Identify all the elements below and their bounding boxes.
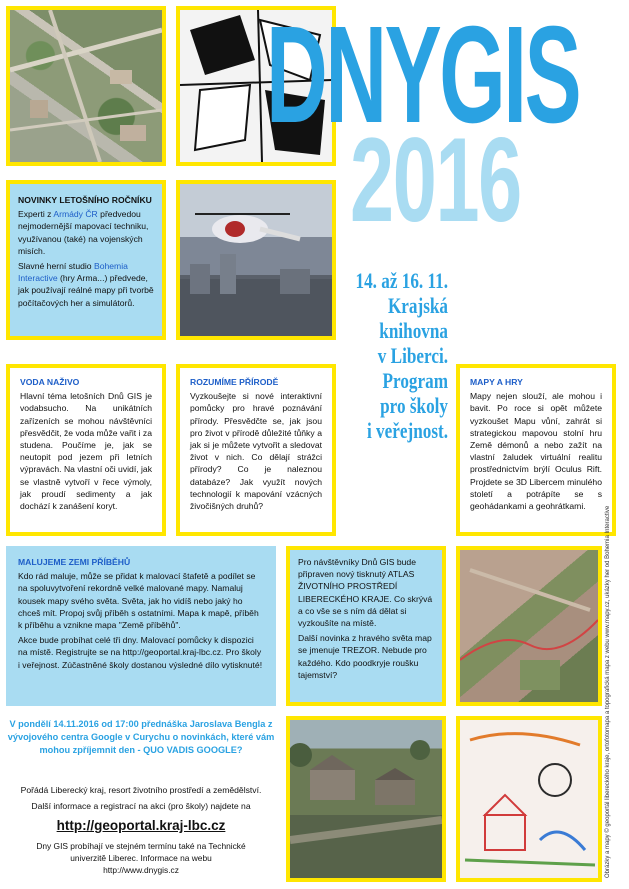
aerial-roads: [10, 10, 162, 162]
title-dnygis: DNYGIS: [266, 0, 580, 152]
malujeme-p1: Kdo rád maluje, může se přidat k malovací štafetě a podílet se na spoluvytvoření rekordně velké malované mapy. Namaluj kousek mapy svého světa. Světa, jak ho vidíš nebo jaký ho chceš mít. Propoj svůj příběh s ostatními. Mapa k mapě, příběh k příběhu a vznikne mapa "Země příběhů".: [18, 571, 259, 631]
game-shapes: [290, 720, 442, 878]
novinky-p2: [18, 260, 154, 309]
mapy-text: Mapy nejen slouží, ale mohou i bavit. Po roce si opět můžete vyzkoušet Mapu vůní, zahrát si strategickou mapovou stolní hru Země démonů a nebo zažít na vlastní žaludek virtuální realitu prostřednictvím brýlí Oculus Rift. Projdete se 3D Libercem minulého století a potrápíte se s geohádankami a geohrátkami.: [470, 391, 602, 512]
novinky-p2-pre: Slavné herní studio: [18, 261, 94, 272]
malujeme-p2: Akce bude probíhat celé tři dny. Malovací pomůcky k dispozici na místě. Registrujte se na http://geoportal.kraj-lbc.cz. Pro školy i veřejnost. Zúčastněné školy dostanou výsledné dílo vytisknuté!: [18, 635, 263, 670]
novinky-p2-post: (hry Arma...) předvede, jak používají reálné mapy při tvorbě počítačových her a simulátorů.: [18, 273, 154, 308]
side-note: [604, 505, 624, 878]
aerial-photo-city: [6, 6, 166, 166]
side-note-text: Obrázky a mapy © geoportál libereckého kraje, ortofotomapa a topografická mapa z webu www.mapy.cz, ukázky her od Bohemia Interactive: [605, 505, 611, 878]
novinky-p1-pre: Experti z: [18, 209, 54, 220]
mapy-heading: MAPY A HRY: [470, 377, 523, 387]
novinky-p1-post: předvedou nejmodernější mapovací techniku, využívanou (také) na vojenských misích.: [18, 209, 149, 256]
title-year: 2016: [350, 113, 521, 247]
event-line-4: Program: [382, 368, 448, 393]
mapy-card: [456, 364, 616, 536]
map-overlay-shapes: [460, 550, 598, 702]
armada-link[interactable]: Armády ČR: [53, 209, 98, 220]
game-screenshot: [286, 716, 446, 882]
malujeme-card: [6, 546, 276, 706]
bohemia-link[interactable]: Bohemia Interactive: [18, 261, 128, 284]
event-line-2: knihovna: [379, 318, 448, 343]
child-drawing: [456, 716, 602, 882]
event-line-3: v Liberci.: [377, 343, 448, 368]
drawing-shapes: [460, 720, 598, 878]
atlas-p2: Další novinka z hravého světa map se jmenuje TREZOR. Nebude pro každého. Kdo poodkryje roušku tajemství?: [298, 633, 432, 680]
novinky-heading: NOVINKY LETOŠNÍHO ROČNÍKU: [18, 195, 152, 205]
voda-text: Hlavní téma letošních Dnů GIS je vodabsucho. Na unikátních zařízeních se mohou návštěvníci přesvědčit, že voda může vařit i za studena. Poučíme je, jak se neutopit pod jezem při letních výpravách. Na vlastní oči uvidí, jak se vlastně vytvoří v řece výmoly, jak proudí sedimenty a jak dochází k zanášení koryt.: [20, 391, 152, 512]
rozumime-heading: ROZUMÍME PŘÍRODĚ: [190, 377, 279, 387]
novinky-p1: [18, 208, 154, 257]
event-line-1: Krajská: [387, 293, 448, 318]
lecture-text: V pondělí 14.11.2016 od 17:00 přednáška Jaroslava Bengla z vývojového centra Google v Curychu o novinkách, které vám mohou zpříjemnit den - QUO VADIS GOOGLE?: [7, 719, 275, 755]
event-line-5: pro školy: [380, 393, 448, 418]
novinky-card: [6, 180, 166, 340]
geoportal-link[interactable]: http://geoportal.kraj-lbc.cz: [56, 818, 226, 833]
voda-card: [6, 364, 166, 536]
atlas-p1: Pro návštěvníky Dnů GIS bude připraven nový tisknutý ATLAS ŽIVOTNÍHO PROSTŘEDÍ LIBERECKÉHO KRAJE. Co skrývá a co vše se s ním dá dělat si vyzkoušíte na místě.: [298, 557, 433, 629]
event-line-6: i veřejnost.: [366, 418, 448, 443]
voda-heading: VODA NAŽIVO: [20, 377, 80, 387]
atlas-inner: [290, 550, 442, 702]
aerial-map-overlay: [456, 546, 602, 706]
rozumime-text: Vyzkoušejte si nové interaktivní pomůcky pro hravé poznávání přírody. Přesvědčte se, jak jsou pro život v přírodě důležité tůňky a jak si je můžete vytvořit a sledovat život v nich. Co dělají strážci přírody? Co je naleznou databáze? Jak využít nových technologií k mapování vzácných živočišných druhů?: [190, 391, 322, 512]
rozumime-card: [176, 364, 336, 536]
event-line-date: 14. až 16. 11.: [355, 268, 448, 293]
info-text: Další informace a registrací na akci (pro školy) najdete na: [31, 801, 251, 811]
organizer-text: Pořádá Liberecký kraj, resort životního prostředí a zemědělství.: [20, 785, 262, 795]
atlas-box: [286, 546, 446, 706]
malujeme-heading: MALUJEME ZEMI PŘÍBĚHŮ: [18, 557, 131, 567]
footer-text: Dny GIS probíhají ve stejném termínu také na Technické univerzitě Liberec. Informace na webu http://www.dnygis.cz: [36, 841, 246, 875]
